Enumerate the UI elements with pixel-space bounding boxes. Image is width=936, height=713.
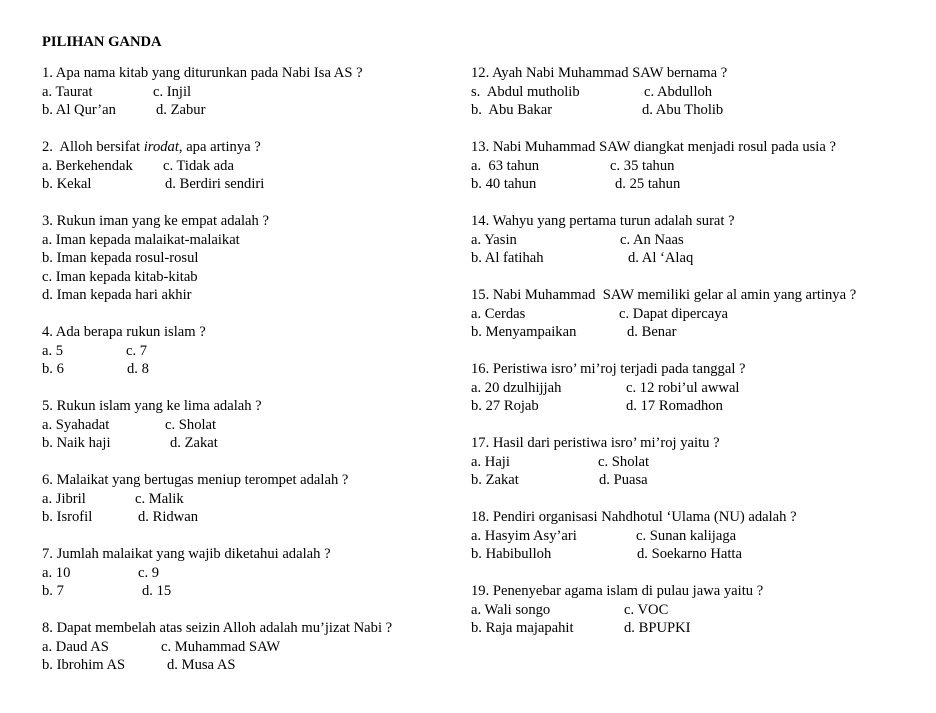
option-d: d. Iman kepada hari akhir: [42, 287, 192, 303]
option-d: d. Zakat: [170, 435, 218, 451]
option-d: d. Al ‘Alaq: [628, 250, 694, 266]
option-d: d. Berdiri sendiri: [165, 176, 265, 192]
option-b: b. Abu Bakar: [471, 102, 553, 118]
option-c: c. Sunan kalijaga: [636, 527, 737, 544]
question-text: 4. Ada berapa rukun islam ?: [42, 324, 206, 340]
option-b: b. Naik haji: [42, 435, 111, 451]
option-d: d. Abu Tholib: [642, 102, 724, 118]
question-text-end: , apa artinya ?: [178, 139, 261, 155]
question-text: 16. Peristiwa isro’ mi’roj terjadi pada tanggal ?: [471, 361, 746, 377]
option-row: [42, 638, 462, 657]
question-5: [42, 397, 462, 453]
option-row: [42, 564, 462, 583]
option-row: [471, 157, 931, 176]
option-d: d. Ridwan: [138, 509, 198, 525]
option-b: b. 27 Rojab: [471, 398, 539, 414]
option-row: [471, 601, 931, 620]
question-3: [42, 212, 462, 305]
question-text: 7. Jumlah malaikat yang wajib diketahui adalah ?: [42, 546, 331, 562]
option-b: b. 6: [42, 361, 64, 377]
option-row: [471, 527, 931, 546]
question-text: 5. Rukun islam yang ke lima adalah ?: [42, 398, 262, 414]
option-b: b. Menyampaikan: [471, 324, 577, 340]
option-b: b. Iman kepada rosul-rosul: [42, 250, 199, 266]
option-row: [471, 305, 931, 324]
question-text: 3. Rukun iman yang ke empat adalah ?: [42, 213, 269, 229]
question-text: 18. Pendiri organisasi Nahdhotul ‘Ulama (NU) adalah ?: [471, 509, 797, 525]
option-a: a. Cerdas: [471, 305, 526, 322]
option-row: [42, 434, 462, 453]
option-c: c. Muhammad SAW: [161, 638, 281, 655]
question-12: [471, 64, 931, 120]
option-c: c. 7: [126, 342, 148, 359]
question-text: 15. Nabi Muhammad SAW memiliki gelar al amin yang artinya ?: [471, 287, 857, 303]
question-text: 1. Apa nama kitab yang diturunkan pada Nabi Isa AS ?: [42, 65, 363, 81]
option-a: a. Haji: [471, 453, 510, 470]
option-row: [471, 231, 931, 250]
question-16: [471, 360, 931, 416]
question-6: [42, 471, 462, 527]
question-text: 12. Ayah Nabi Muhammad SAW bernama ?: [471, 65, 728, 81]
option-a: a. Hasyim Asy’ari: [471, 527, 577, 544]
option-row: [42, 490, 462, 509]
question-19: [471, 582, 931, 638]
option-a: a. Taurat: [42, 83, 93, 100]
option-d: d. BPUPKI: [624, 620, 691, 636]
option-c: c. An Naas: [620, 231, 684, 248]
question-13: [471, 138, 931, 194]
question-1: [42, 64, 462, 120]
option-row: [471, 619, 931, 638]
option-d: d. 25 tahun: [615, 176, 681, 192]
question-term: irodat: [143, 139, 179, 155]
option-row: [471, 397, 931, 416]
option-d: d. 17 Romadhon: [626, 398, 723, 414]
option-a: a. Yasin: [471, 231, 517, 248]
option-c: c. 35 tahun: [610, 157, 675, 174]
question-7: [42, 545, 462, 601]
option-a: a. Iman kepada malaikat-malaikat: [42, 231, 240, 248]
option-row: [42, 582, 462, 601]
option-row: [471, 545, 931, 564]
question-14: [471, 212, 931, 268]
question-text-start: 2. Alloh bersifat: [42, 139, 144, 155]
question-18: [471, 508, 931, 564]
question-17: [471, 434, 931, 490]
option-a: a. 63 tahun: [471, 157, 540, 174]
question-text: 6. Malaikat yang bertugas meniup terompet adalah ?: [42, 472, 349, 488]
option-row: [471, 101, 931, 120]
question-4: [42, 323, 462, 379]
option-row: [42, 360, 462, 379]
option-c: c. VOC: [624, 601, 669, 618]
option-d: d. 8: [127, 361, 149, 377]
option-c: c. Abdulloh: [644, 83, 713, 100]
option-b: b. 40 tahun: [471, 176, 537, 192]
option-d: d. Musa AS: [167, 657, 236, 673]
option-row: [42, 157, 462, 176]
option-row: [471, 471, 931, 490]
option-b: b. Isrofil: [42, 509, 93, 525]
option-b: b. Zakat: [471, 472, 519, 488]
option-c: c. Iman kepada kitab-kitab: [42, 268, 198, 285]
option-row: [42, 342, 462, 361]
option-a: a. Daud AS: [42, 638, 109, 655]
option-b: b. 7: [42, 583, 64, 599]
option-d: d. Soekarno Hatta: [637, 546, 742, 562]
option-d: d. Zabur: [156, 102, 206, 118]
option-row: [42, 656, 462, 675]
question-text: 13. Nabi Muhammad SAW diangkat menjadi rosul pada usia ?: [471, 139, 836, 155]
option-row: [42, 508, 462, 527]
question-2: [42, 138, 462, 194]
option-a: a. Berkehendak: [42, 157, 133, 174]
option-b: b. Kekal: [42, 176, 92, 192]
option-row: [42, 175, 462, 194]
option-b: b. Habibulloh: [471, 546, 552, 562]
option-row: [471, 379, 931, 398]
option-a: a. Syahadat: [42, 416, 110, 433]
option-row: [471, 323, 931, 342]
question-8: [42, 619, 462, 675]
question-text: 14. Wahyu yang pertama turun adalah surat ?: [471, 213, 735, 229]
option-a: a. Wali songo: [471, 601, 551, 618]
option-row: [42, 416, 462, 435]
option-b: b. Al Qur’an: [42, 102, 116, 118]
option-b: b. Al fatihah: [471, 250, 544, 266]
option-b: b. Raja majapahit: [471, 620, 574, 636]
left-column: [42, 64, 462, 693]
option-row: [42, 101, 462, 120]
option-c: c. 12 robi’ul awwal: [626, 379, 740, 396]
question-text: 8. Dapat membelah atas seizin Alloh adalah mu’jizat Nabi ?: [42, 620, 393, 636]
right-column: [471, 64, 931, 656]
option-d: d. Puasa: [599, 472, 648, 488]
option-row: [471, 453, 931, 472]
question-text: 17. Hasil dari peristiwa isro’ mi’roj yaitu ?: [471, 435, 720, 451]
option-a: a. 5: [42, 342, 64, 359]
option-row: [471, 249, 931, 268]
question-text: [42, 138, 462, 157]
option-c: c. Sholat: [165, 416, 217, 433]
option-a: s. Abdul mutholib: [471, 83, 580, 100]
question-text: 19. Penenyebar agama islam di pulau jawa yaitu ?: [471, 583, 764, 599]
question-15: [471, 286, 931, 342]
page-title: PILIHAN GANDA: [42, 34, 162, 50]
option-row: [471, 175, 931, 194]
option-row: [42, 83, 462, 102]
option-d: d. 15: [142, 583, 172, 599]
option-b: b. Ibrohim AS: [42, 657, 126, 673]
option-c: c. Malik: [135, 490, 184, 507]
option-a: a. 20 dzulhijjah: [471, 379, 562, 396]
option-c: c. Sholat: [598, 453, 650, 470]
option-c: c. Tidak ada: [163, 157, 234, 174]
option-row: [471, 83, 931, 102]
option-a: a. Jibril: [42, 490, 86, 507]
option-c: c. Injil: [153, 83, 192, 100]
option-d: d. Benar: [627, 324, 677, 340]
option-a: a. 10: [42, 564, 71, 581]
option-c: c. Dapat dipercaya: [619, 305, 728, 322]
option-c: c. 9: [138, 564, 160, 581]
